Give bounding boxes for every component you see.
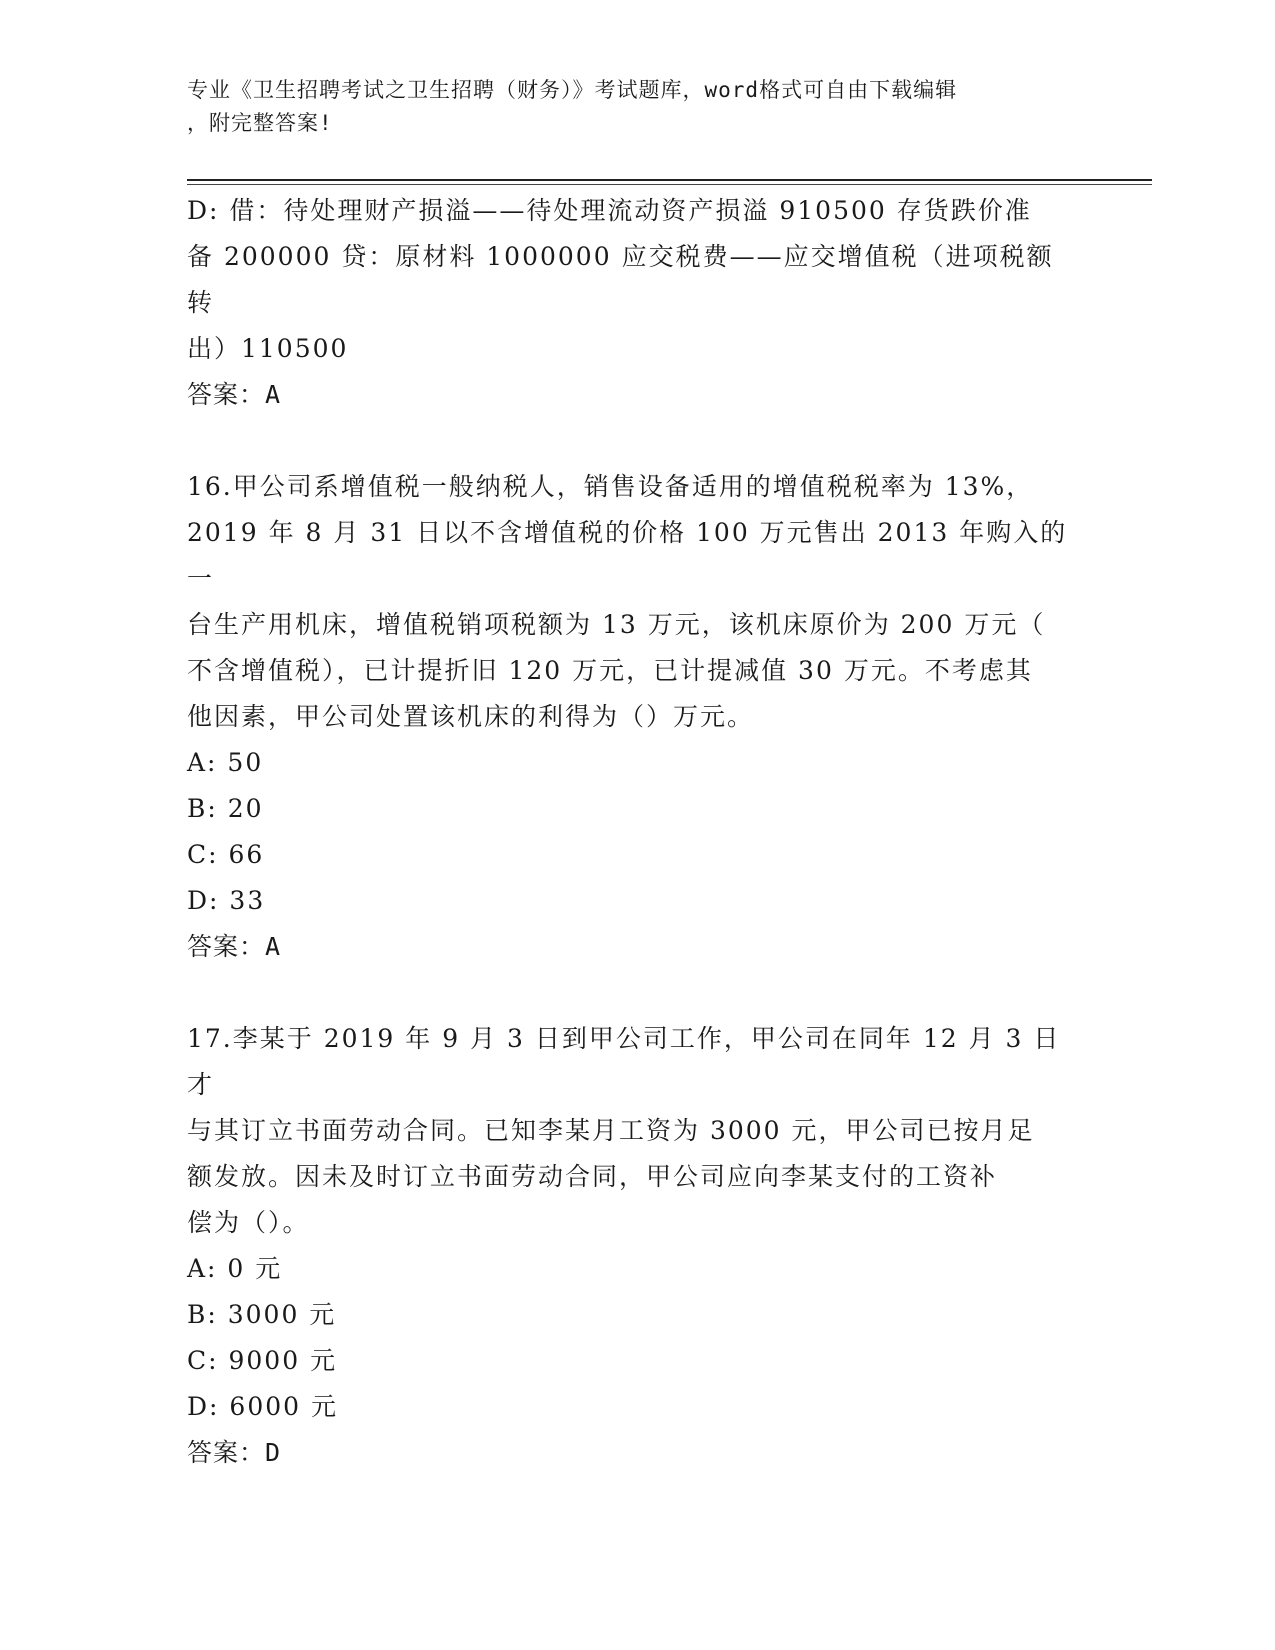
prev-question-block <box>187 188 1077 418</box>
prev-answer: 答案：A <box>187 380 282 409</box>
question-stem-line: 他因素，甲公司处置该机床的利得为（）万元。 <box>187 702 755 731</box>
option-d: D: 33 <box>187 886 266 915</box>
document-header <box>187 74 1067 140</box>
answer: 答案：D <box>187 1438 282 1467</box>
question-stem-line: 台生产用机床，增值税销项税额为 13 万元，该机床原价为 200 万元（ <box>187 610 1046 639</box>
question-stem-line: 不含增值税），已计提折旧 120 万元，已计提减值 30 万元。不考虑其 <box>187 656 1033 685</box>
option-b: B: 3000 元 <box>187 1300 337 1329</box>
question-stem-line: 16.甲公司系增值税一般纳税人，销售设备适用的增值税税率为 13%， <box>187 472 1034 501</box>
header-divider-thin <box>187 184 1152 185</box>
prev-option-d-line: D: 借：待处理财产损溢——待处理流动资产损溢 910500 存货跌价准 <box>187 196 1032 225</box>
question-stem-line: 17.李某于 2019 年 9 月 3 日到甲公司工作，甲公司在同年 12 月 3 日才 <box>187 1024 1061 1099</box>
option-c: C: 66 <box>187 840 265 869</box>
option-c: C: 9000 元 <box>187 1346 338 1375</box>
prev-option-d-line: 备 200000 贷：原材料 1000000 应交税费——应交增值税（进项税额转 <box>187 242 1054 317</box>
header-line-2: ，附完整答案! <box>187 111 333 135</box>
question-stem-line: 偿为（）。 <box>187 1208 310 1237</box>
prev-option-d-line: 出）110500 <box>187 334 349 363</box>
spacer <box>187 970 1077 1016</box>
answer: 答案：A <box>187 932 282 961</box>
question-content <box>187 188 1077 1476</box>
header-divider-thick <box>187 179 1152 181</box>
question-stem-line: 2019 年 8 月 31 日以不含增值税的价格 100 万元售出 2013 年购入的一 <box>187 518 1068 593</box>
option-a: A: 50 <box>187 748 264 777</box>
question-stem-line: 与其订立书面劳动合同。已知李某月工资为 3000 元，甲公司已按月足 <box>187 1116 1035 1145</box>
question-stem-line: 额发放。因未及时订立书面劳动合同，甲公司应向李某支付的工资补 <box>187 1162 998 1191</box>
option-b: B: 20 <box>187 794 264 823</box>
question-16 <box>187 464 1077 970</box>
option-a: A: 0 元 <box>187 1254 283 1283</box>
option-d: D: 6000 元 <box>187 1392 338 1421</box>
spacer <box>187 418 1077 464</box>
header-line-1: 专业《卫生招聘考试之卫生招聘（财务）》考试题库，word格式可自由下载编辑 <box>187 78 958 102</box>
question-17 <box>187 1016 1077 1476</box>
